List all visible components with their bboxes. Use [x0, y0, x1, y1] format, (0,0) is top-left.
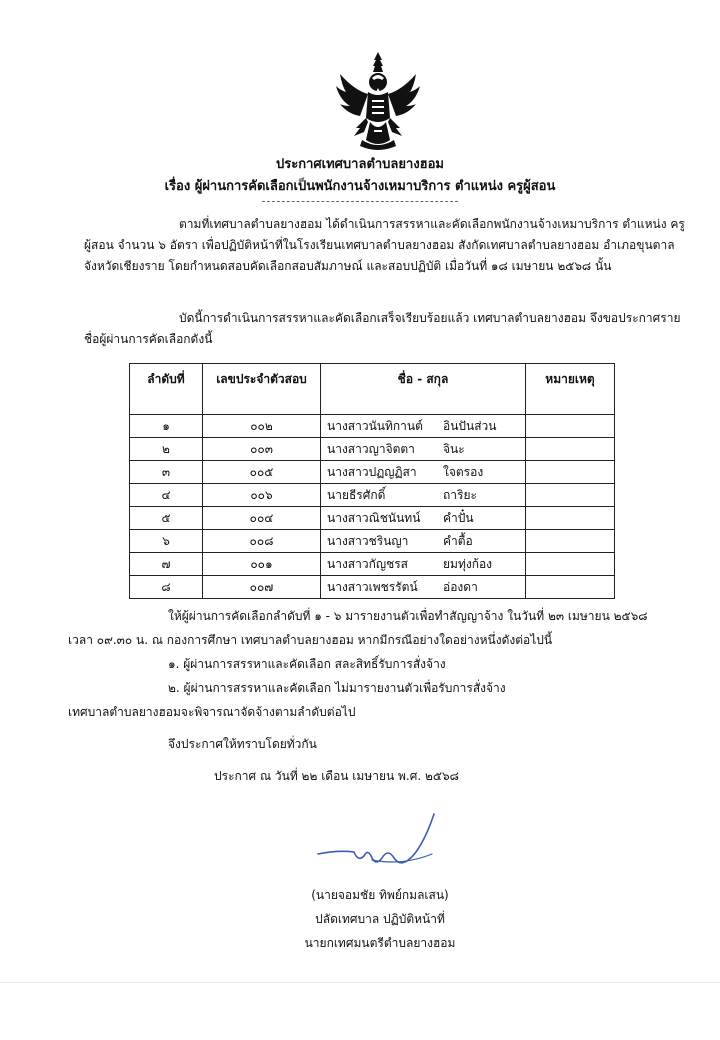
table-row — [130, 507, 615, 530]
instruction-line-1: ให้ผู้ผ่านการคัดเลือกลำดับที่ ๑ - ๖ มารายงานตัวเพื่อทำสัญญาจ้าง ในวันที่ ๒๓ เมษายน ๒๕๖๘ — [168, 609, 648, 623]
cell-exam-id: ๐๐๓ — [203, 438, 321, 461]
garuda-emblem-icon — [332, 48, 424, 152]
cell-note — [526, 484, 615, 507]
header-note: หมายเหตุ — [526, 364, 615, 415]
last-name: คำปั๋น — [443, 510, 474, 525]
header-name: ชื่อ - สกุล — [321, 364, 526, 415]
first-name: นางสาวกัญชรส — [327, 556, 409, 571]
table-row — [130, 553, 615, 576]
last-name: อ่องดา — [443, 579, 478, 594]
cell-order: ๒ — [130, 438, 203, 461]
header-exam-id: เลขประจำตัวสอบ — [203, 364, 321, 415]
announce-line: จึงประกาศให้ทราบโดยทั่วกัน — [168, 737, 317, 751]
instruction-item-1: ๑. ผู้ผ่านการสรรหาและคัดเลือก สละสิทธิ์รับการสั่งจ้าง — [168, 657, 446, 671]
signer-position-1: ปลัดเทศบาล ปฏิบัติหน้าที่ — [315, 912, 445, 926]
first-name: นางสาวนันทิกานต์ — [327, 418, 423, 433]
cell-name — [321, 530, 526, 553]
cell-order: ๓ — [130, 461, 203, 484]
selected-candidates-table — [129, 363, 615, 599]
header-order: ลำดับที่ — [130, 364, 203, 415]
cell-order: ๔ — [130, 484, 203, 507]
cell-note — [526, 461, 615, 484]
cell-exam-id: ๐๐๖ — [203, 484, 321, 507]
cell-order: ๘ — [130, 576, 203, 599]
cell-name — [321, 507, 526, 530]
cell-exam-id: ๐๐๕ — [203, 461, 321, 484]
first-name: นายธีรศักดิ์ — [327, 487, 386, 502]
last-name: คำตื้อ — [443, 533, 473, 548]
first-name: นางสาวปฏญฏิสา — [327, 464, 417, 479]
instruction-line-3: เทศบาลตำบลยางฮอมจะพิจารณาจัดจ้างตามลำดับต่อไป — [68, 705, 356, 719]
last-name: อินปันส่วน — [443, 418, 497, 433]
first-name: นางสาวญาจิตตา — [327, 441, 415, 456]
cell-note — [526, 530, 615, 553]
instruction-item-2: ๒. ผู้ผ่านการสรรหาและคัดเลือก ไม่มารายงานตัวเพื่อรับการสั่งจ้าง — [168, 681, 506, 695]
last-name: ถาริยะ — [443, 487, 477, 502]
cell-order: ๗ — [130, 553, 203, 576]
cell-name — [321, 553, 526, 576]
cell-note — [526, 576, 615, 599]
paragraph-background: ตามที่เทศบาลตำบลยางฮอม ได้ดำเนินการสรรหาและคัดเลือกพนักงานจ้างเหมาบริการ ตำแหน่ง ครูผู้สอน จำนวน ๖ อัตรา เพื่อปฏิบัติหน้าที่ในโรงเรียนเทศบาลตำบลยางฮอม สังกัดเทศบาลตำบลยางฮอม อำเภอขุนตาล จังหวัดเชียงราย โดยกำหนดสอบคัดเลือกสอบสัมภาษณ์ และสอบปฏิบัติ เมื่อวันที่ ๑๘ เมษายน ๒๕๖๘ นั้น — [84, 217, 685, 273]
last-name: ใจตรอง — [443, 464, 484, 479]
table-row — [130, 484, 615, 507]
footer-divider — [0, 982, 720, 983]
cell-exam-id: ๐๐๒ — [203, 415, 321, 438]
table-row — [130, 576, 615, 599]
cell-exam-id: ๐๐๗ — [203, 576, 321, 599]
table-row — [130, 438, 615, 461]
cell-order: ๖ — [130, 530, 203, 553]
last-name: ยมทุ่งก้อง — [443, 556, 493, 571]
cell-order: ๕ — [130, 507, 203, 530]
cell-name — [321, 438, 526, 461]
table-row — [130, 415, 615, 438]
table-header-row — [130, 364, 615, 415]
handwritten-signature — [312, 808, 452, 878]
last-name: จินะ — [443, 441, 465, 456]
document-title: ประกาศเทศบาลตำบลยางฮอม — [276, 157, 444, 172]
cell-order: ๑ — [130, 415, 203, 438]
paragraph-announcement: บัดนี้การดำเนินการสรรหาและคัดเลือกเสร็จเรียบร้อยแล้ว เทศบาลตำบลยางฮอม จึงขอประกาศรายชื่อผู้ผ่านการคัดเลือกดังนี้ — [84, 311, 681, 346]
instruction-line-2: เวลา ๐๙.๓๐ น. ณ กองการศึกษา เทศบาลตำบลยางฮอม หากมีกรณีอย่างใดอย่างหนึ่งดังต่อไปนี้ — [68, 633, 553, 647]
cell-exam-id: ๐๐๑ — [203, 553, 321, 576]
table-row — [130, 530, 615, 553]
cell-note — [526, 507, 615, 530]
signer-position-2: นายกเทศมนตรีตำบลยางฮอม — [304, 936, 456, 950]
first-name: นางสาวชรินญา — [327, 533, 409, 548]
cell-exam-id: ๐๐๘ — [203, 530, 321, 553]
first-name: นางสาวณิชนันทน์ — [327, 510, 421, 525]
first-name: นางสาวเพชรรัตน์ — [327, 579, 418, 594]
announce-date: ประกาศ ณ วันที่ ๒๒ เดือน เมษายน พ.ศ. ๒๕๖๘ — [214, 769, 459, 783]
cell-name — [321, 576, 526, 599]
cell-note — [526, 438, 615, 461]
cell-note — [526, 415, 615, 438]
table-row — [130, 461, 615, 484]
cell-note — [526, 553, 615, 576]
cell-name — [321, 461, 526, 484]
cell-name — [321, 415, 526, 438]
cell-exam-id: ๐๐๔ — [203, 507, 321, 530]
document-subject: เรื่อง ผู้ผ่านการคัดเลือกเป็นพนักงานจ้างเหมาบริการ ตำแหน่ง ครูผู้สอน — [164, 179, 556, 194]
title-divider — [262, 201, 458, 202]
signer-name: (นายจอมชัย ทิพย์กมลเสน) — [311, 888, 449, 902]
cell-name — [321, 484, 526, 507]
